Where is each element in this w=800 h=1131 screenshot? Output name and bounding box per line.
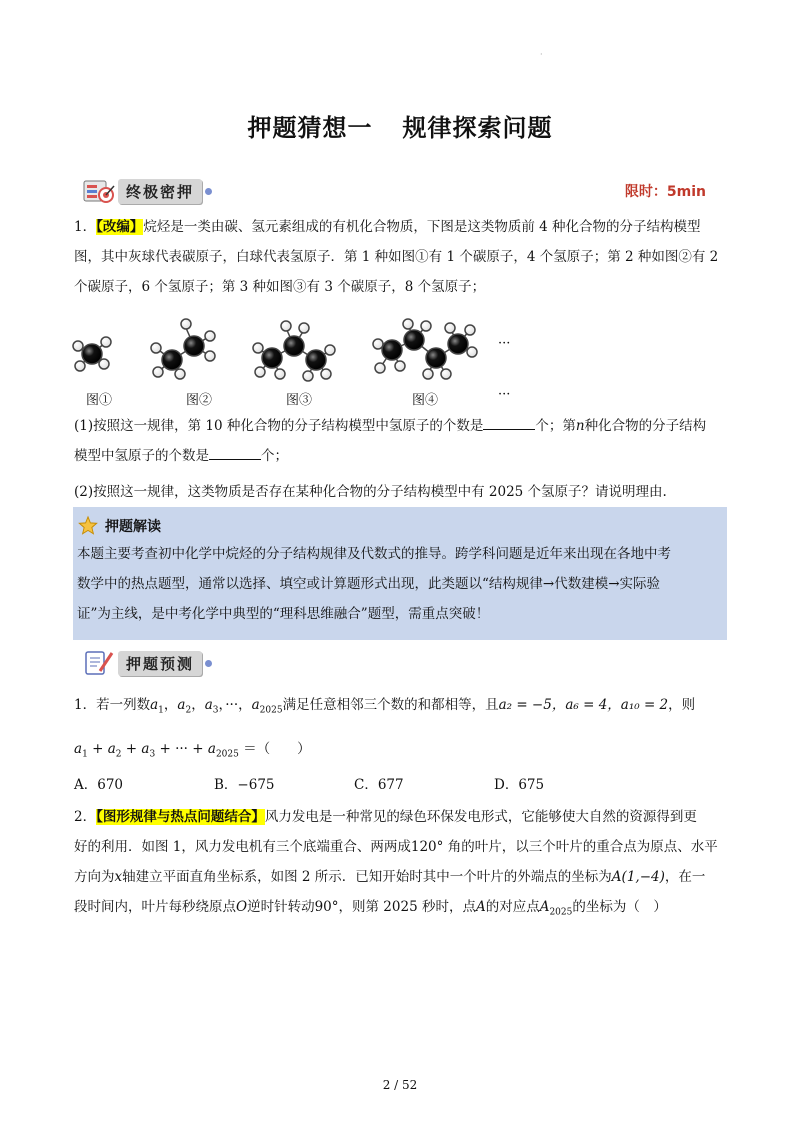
molecule-figures — [68, 316, 528, 386]
condition: a₂ = −5，a₆ = 4，a₁₀ = 2 — [498, 697, 669, 713]
figure-label-2: 图② — [186, 393, 213, 408]
prediction-question-1: 1．若一列数$a_1$，$a_2$，$a_3$，···，$a_{2025}$满足任意相邻三个数的和都相等，且a₂ = −5，a₆ = 4，a₁₀ = 2，则 $a_1 + a_2 + a_3$ + ··· + $a_{2025}$ ＝（ ） — [74, 697, 696, 760]
banner-dot — [205, 660, 212, 667]
choice-c[interactable]: C．677 — [354, 777, 404, 793]
question-tag: 【图形规律与热点问题结合】 — [96, 809, 265, 825]
banner-label: 押题预测 — [118, 651, 202, 676]
banner-dot — [205, 188, 212, 195]
prediction-question-2: 2．【图形规律与热点问题结合】风力发电是一种常见的绿色环保发电形式，它能够使大自然的资源得到更 好的利用．如图 1，风力发电机有三个底端重合、两两成120° 角的叶片，以三个叶片的重合点为原点、水平 方向为x轴建立平面直角坐标系，如图 2 所示．已知开始时其中一个叶片的外端点的坐标为A(1,−4)，在一 段时间内，叶片每秒绕原点O逆时针转动90°，则第 2025 秒时，点A的对应点$A_{2025}$的坐标为（ ） — [74, 809, 718, 918]
question-1: 1．【改编】烷烃是一类由碳、氢元素组成的有机化合物质，下图是这类物质前 4 种化合物的分子结构模型 图，其中灰球代表碳原子，白球代表氢原子．第 1 种如图①有 1 个碳原子，4 个氢原子；第 2 种如图②有 2 个碳原子，6 个氢原子；第 3 种如图③有 3 个碳原子，8 个氢原子； — [74, 219, 719, 295]
page-title: 押题猜想一 规律探索问题 — [247, 114, 553, 142]
ellipsis-top: ··· — [498, 336, 511, 351]
molecule-1 — [73, 337, 111, 371]
figure-label-1: 图① — [86, 393, 113, 408]
notepad-pencil-icon — [82, 649, 116, 677]
header-dot: · — [540, 50, 543, 59]
figure-label-4: 图④ — [412, 393, 439, 408]
answer-blank-2 — [209, 445, 261, 460]
ellipsis-bottom: ··· — [498, 387, 511, 402]
molecule-3 — [253, 321, 335, 381]
banner-final-predictions — [82, 176, 212, 206]
analysis-title: 押题解读 — [105, 519, 161, 535]
page-number: 2 / 52 — [382, 1078, 418, 1092]
figure-label-3: 图③ — [286, 393, 313, 408]
point-a: A(1,−4) — [611, 869, 665, 885]
molecule-4 — [373, 319, 477, 379]
star-icon — [77, 515, 99, 537]
molecule-2 — [151, 319, 215, 379]
banner-label: 终极密押 — [118, 179, 202, 204]
choices — [74, 773, 674, 793]
choice-a[interactable]: A．670 — [74, 777, 124, 793]
question-tag: 【改编】 — [96, 219, 144, 235]
time-limit: 限时：5min — [624, 184, 706, 200]
choice-d[interactable]: D．675 — [494, 777, 545, 793]
choice-b[interactable]: B．−675 — [214, 777, 275, 793]
answer-blank-1 — [483, 415, 535, 430]
target-board-icon — [82, 177, 116, 205]
banner-predictions — [82, 648, 212, 678]
analysis-box: 押题解读 本题主要考查初中化学中烷烃的分子结构规律及代数式的推导。跨学科问题是近年来出现在各地中考 数学中的热点题型，通常以选择、填空或计算题形式出现，此类题以“结构规律→代数建模→实际验 证”为主线，是中考化学中典型的“理科思维融合”题型，需重点突破！ — [73, 507, 727, 640]
question-1-parts: (1)按照这一规律，第 10 种化合物的分子结构模型中氢原子的个数是 个；第n种化合物的分子结构 模型中氢原子的个数是 个； (2)按照这一规律，这类物质是否存在某种化合物的分子结构模型中有 2025 个氢原子？请说明理由. — [74, 411, 730, 507]
